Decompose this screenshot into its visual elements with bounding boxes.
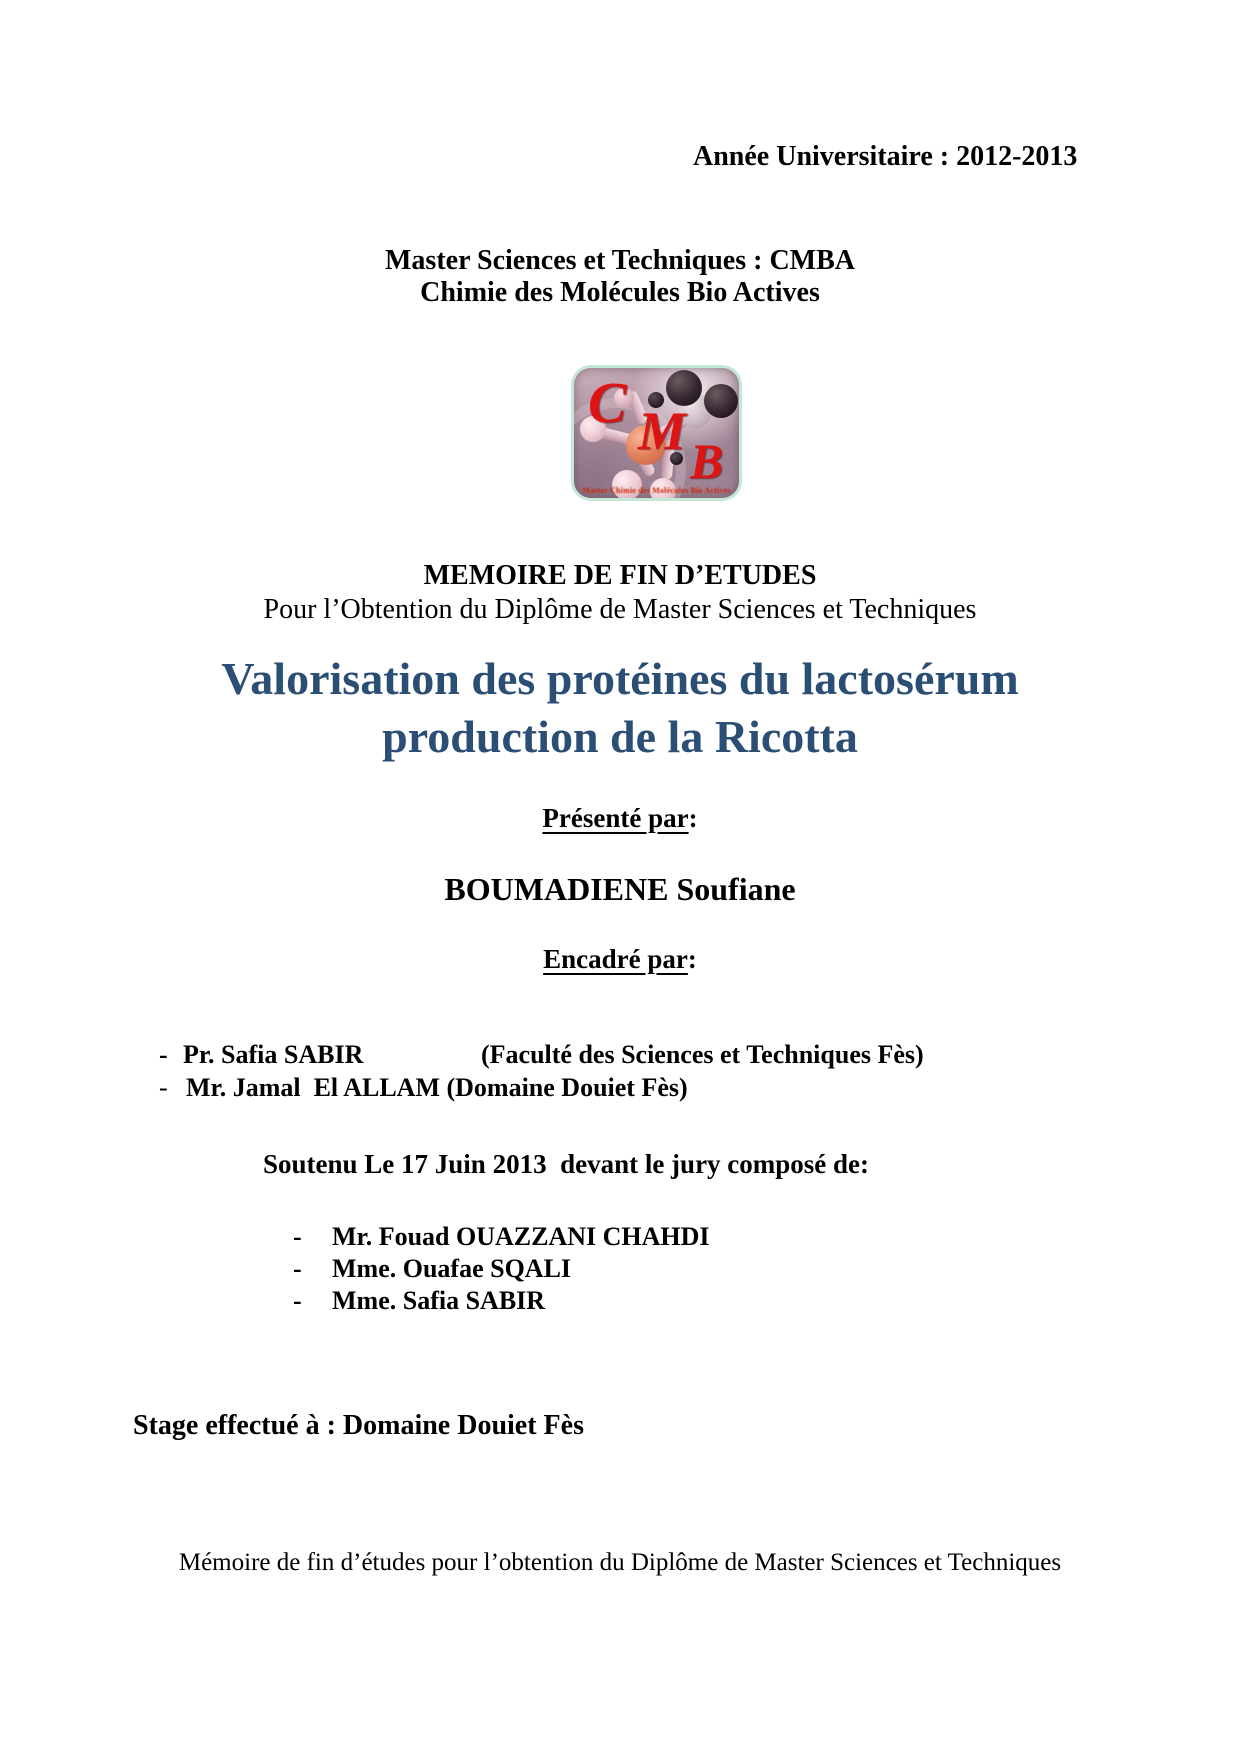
jury-dash: -: [293, 1222, 302, 1251]
logo-letter-m: M: [638, 401, 687, 461]
advisor-row: [133, 1043, 688, 1133]
program-name-line2: Chimie des Molécules Bio Actives: [420, 277, 820, 308]
jury-member-row: [293, 1221, 710, 1253]
advisor-dash: -: [159, 1040, 168, 1069]
jury-member-name: Mr. Fouad OUAZZANI CHAHDI: [332, 1222, 710, 1251]
presented-by-heading: [0, 803, 1240, 834]
advisor-name: Pr. Safia SABIR: [183, 1040, 364, 1069]
supervised-by-colon: :: [687, 944, 697, 974]
cmba-logo: [571, 365, 742, 501]
jury-member-row: [293, 1285, 710, 1317]
logo-letter-c: C: [588, 370, 627, 435]
jury-dash: -: [293, 1286, 302, 1315]
memoire-subheading: Pour l’Obtention du Diplôme de Master Sciences et Techniques: [263, 594, 977, 625]
jury-member-name: Mme. Safia SABIR: [332, 1286, 546, 1315]
thesis-title-line1: Valorisation des protéines du lactosérum: [221, 653, 1019, 704]
author-name: BOUMADIENE Soufiane: [444, 871, 796, 907]
defense-line: Soutenu Le 17 Juin 2013 devant le jury composé de:: [263, 1149, 870, 1179]
supervised-by-label: Encadré par: [543, 944, 688, 974]
molecule-atom: [704, 384, 738, 418]
supervised-by-heading: [0, 944, 1240, 975]
jury-list: [293, 1221, 710, 1317]
academic-year: Année Universitaire : 2012-2013: [693, 141, 1078, 172]
molecule-atom: [612, 470, 642, 500]
advisor-name: Mr. Jamal El ALLAM: [186, 1073, 447, 1102]
footer-line: Mémoire de fin d’études pour l’obtention du Diplôme de Master Sciences et Techniques: [178, 1549, 1062, 1576]
advisor-dash: -: [159, 1073, 168, 1102]
jury-member-row: [293, 1253, 710, 1285]
jury-dash: -: [293, 1254, 302, 1283]
program-name-line1: Master Sciences et Techniques : CMBA: [385, 245, 855, 276]
jury-member-name: Mme. Ouafae SQALI: [332, 1254, 572, 1283]
thesis-title: [0, 650, 1240, 766]
advisor-affiliation: (Faculté des Sciences et Techniques Fès): [481, 1040, 924, 1069]
presented-by-label: Présenté par: [542, 803, 689, 833]
presented-by-colon: :: [688, 803, 698, 833]
advisor-affiliation: (Domaine Douiet Fès): [446, 1073, 688, 1102]
logo-caption: Master Chimie des Molécules Bio Actives: [582, 486, 731, 495]
logo-letter-b: B: [690, 433, 724, 489]
thesis-title-line2: production de la Ricotta: [382, 711, 858, 762]
memoire-heading: MEMOIRE DE FIN D’ETUDES: [423, 560, 817, 591]
internship-location: Stage effectué à : Domaine Douiet Fès: [133, 1410, 584, 1441]
